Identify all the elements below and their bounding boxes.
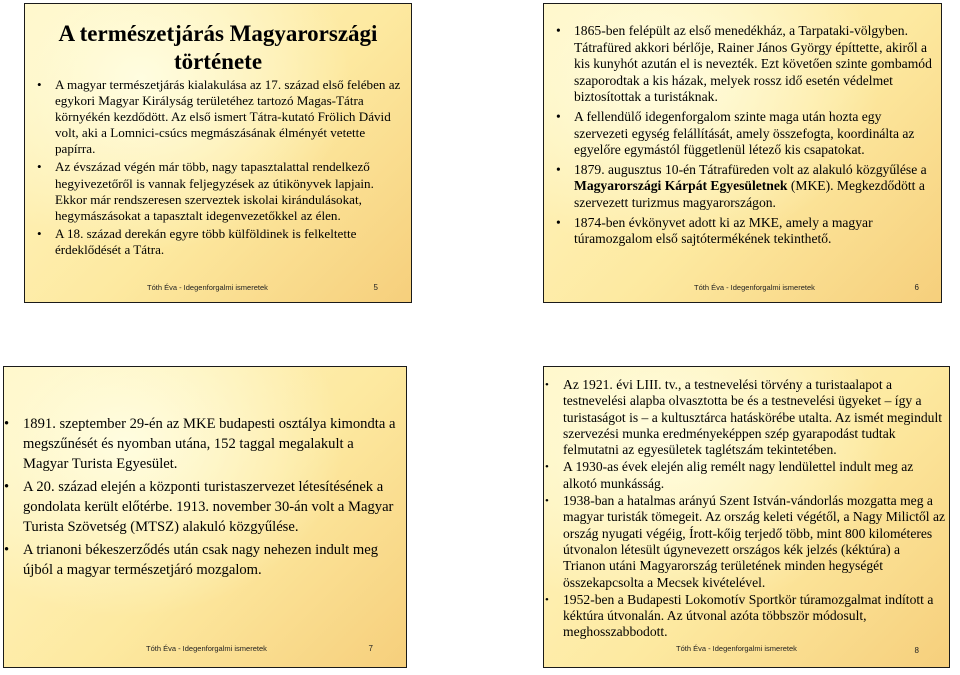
bullet-list	[556, 23, 933, 251]
slide-footer: Tóth Éva - Idegenforgalmi ismeretek	[694, 283, 815, 292]
slide-8	[543, 366, 950, 668]
bullet-item: • 1938-ban a hatalmas arányú Szent István-vándorlás mozgatta meg a magyar turisták tömegeit. Az ország keleti végétől, a Nagy Milictől az ország nyugati végéig, Írott-kőig terjedő több, mint 800 kilométeres útvonalon létesült úgynevezett országos kék jelzés (kéktúra) a Trianon utáni Magyarország területének minden hegységét összekapcsolta a Mecsek kivételével.	[545, 493, 945, 591]
bullet-list	[37, 77, 401, 260]
slide-6	[543, 3, 942, 303]
slide-footer: Tóth Éva - Idegenforgalmi ismeretek	[147, 283, 268, 292]
page-number: 7	[368, 644, 373, 653]
bullet-item: • A 1930-as évek elején alig remélt nagy lendülettel indult meg az alkotó munkásság.	[545, 459, 945, 492]
bullet-list	[4, 414, 400, 583]
bullet-list	[545, 377, 945, 642]
bullet-item: • A trianoni békeszerződés után csak nagy nehezen indult meg újból a magyar természetjáró mozgalom.	[4, 540, 400, 580]
bullet-item: • 1874-ben évkönyvet adott ki az MKE, amely a magyar túramozgalom első sajtótermékének tekinthető.	[556, 215, 933, 248]
page-number: 6	[914, 283, 919, 292]
bullet-item	[556, 162, 933, 212]
bullet-item: • A 18. század derekán egyre több külföldinek is felkeltette érdeklődését a Tátra.	[37, 226, 401, 258]
bullet-item: • A 20. század elején a központi turistaszervezet létesítésének a gondolata került előtérbe. 1913. november 30-án volt a Magyar Turista Szövetség (MTSZ) alakuló közgyűlése.	[4, 477, 400, 537]
page-number: 5	[373, 283, 378, 292]
slide-7	[3, 366, 407, 668]
bullet-item: • Az 1921. évi LIII. tv., a testnevelési törvény a turistaalapot a testnevelési alapba olvasztotta be és a testnevelési ügyeket – így a turistaságot is – a kultusztárca hatáskörébe utalta. Az ismét megindult szervezési munka eredményeképpen szép gyarapodást tudtak felmutatni az egyesületek taglétszám tekintetében.	[545, 377, 945, 458]
bullet-item: • Az évszázad végén már több, nagy tapasztalattal rendelkező hegyivezetőről is vannak feljegyzések az útikönyvek lapjain. Ekkor már rendszeresen szerveztek iskolai kirándulásokat, hegymászásokat a tapasztalt idegenvezetőkkel az élen.	[37, 159, 401, 223]
bullet-text: 1879. augusztus 10-én Tátrafüreden volt az alakuló közgyűlése a	[574, 161, 927, 177]
bullet-text: (MKE). Megkezdődött a szervezett turizmus magyarországon.	[574, 178, 925, 210]
bullet-item: • A magyar természetjárás kialakulása az 17. század első felében az egykori Magyar Királyság területéhez tartozó Magas-Tátra környékén kezdődött. Az első ismert Tátra-kutató Frölich Dávid volt, aki a Lomnici-csúcs megmászásának élményét vetette papírra.	[37, 77, 401, 157]
bullet-item: • 1891. szeptember 29-én az MKE budapesti osztálya kimondta a megszűnését és nyomban utána, 152 taggal megalakult a Magyar Turista Egyesület.	[4, 414, 400, 474]
page-number: 8	[914, 646, 919, 655]
slide-footer: Tóth Éva - Idegenforgalmi ismeretek	[676, 644, 797, 653]
bullet-item: • 1865-ben felépült az első menedékház, a Tarpataki-völgyben. Tátrafüred akkori bérlője, Rainer János György építtette, akiről a kis kunyhót azután el is nevezték. Ezt követően szinte gombamód szaporodtak a kis házak, melyek rossz idő esetén védelmet biztosítottak a turistáknak.	[556, 23, 933, 106]
slide-title: A természetjárás Magyarországi története	[58, 21, 378, 74]
slide-footer: Tóth Éva - Idegenforgalmi ismeretek	[146, 644, 267, 653]
bullet-item: • 1952-ben a Budapesti Lokomotív Sportkör túramozgalmat indított a kéktúra útvonalán. Az útvonal azóta többször módosult, meghosszabbodott.	[545, 592, 945, 641]
mke-name-bold: Magyarországi Kárpát Egyesületnek	[574, 178, 788, 194]
bullet-item: • A fellendülő idegenforgalom szinte maga után hozta egy szervezeti egység felállítását, amely összefogta, koordinálta az egyelőre egymástól függetlenül létező kis csapatokat.	[556, 109, 933, 159]
slide-5	[24, 3, 412, 303]
